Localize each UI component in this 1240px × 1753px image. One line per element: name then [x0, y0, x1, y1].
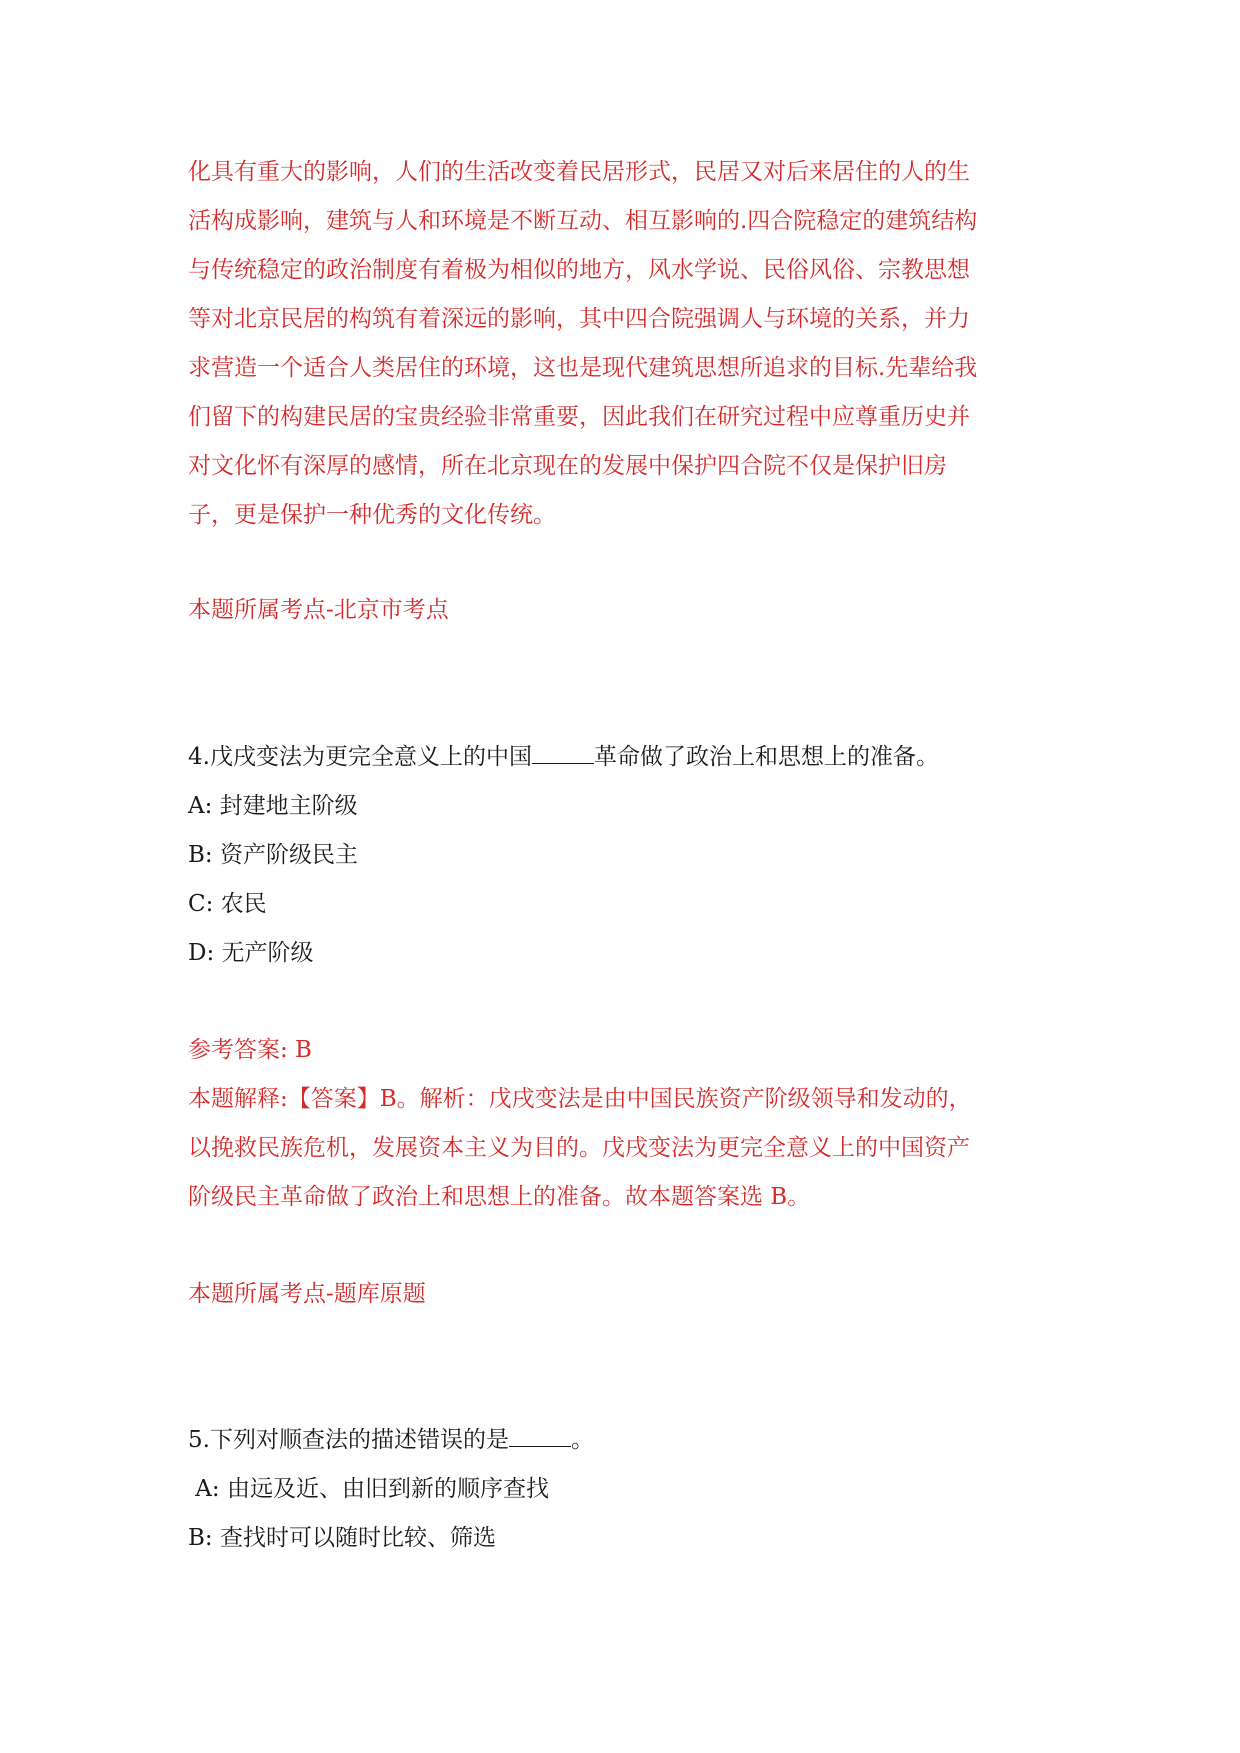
option-a: A: 封建地主阶级 — [188, 793, 358, 819]
option-a: A: 由远及近、由旧到新的顺序查找 — [188, 1476, 549, 1502]
topic-text: 本题所属考点-北京市考点 — [188, 597, 449, 623]
question-stem-after: 革命做了政治上和思想上的准备。 — [593, 744, 939, 770]
question-4 — [188, 733, 1068, 978]
explanation-line: 活构成影响，建筑与人和环境是不断互动、相互影响的.四合院稳定的建筑结构 — [188, 208, 978, 234]
question-stem-before: 4.戊戌变法为更完全意义上的中国 — [188, 744, 532, 770]
option-c: C: 农民 — [188, 891, 267, 917]
answer-blank — [532, 733, 594, 764]
question-5 — [188, 1416, 1068, 1563]
explanation-line: 们留下的构建民居的宝贵经验非常重要，因此我们在研究过程中应尊重历史并 — [188, 404, 970, 430]
explanation-line: 求营造一个适合人类居住的环境，这也是现代建筑思想所追求的目标.先辈给我 — [188, 355, 978, 381]
option-d: D: 无产阶级 — [188, 940, 314, 966]
explanation-line: 本题解释:【答案】B。解析：戊戌变法是由中国民族资产阶级领导和发动的， — [188, 1086, 972, 1112]
explanation-line: 与传统稳定的政治制度有着极为相似的地方，风水学说、民俗风俗、宗教思想 — [188, 257, 970, 283]
topic-label — [188, 586, 1068, 635]
topic-label — [188, 1270, 1068, 1319]
option-b: B: 查找时可以随时比较、筛选 — [188, 1525, 496, 1551]
option-b: B: 资产阶级民主 — [188, 842, 358, 868]
explanation-line: 阶级民主革命做了政治上和思想上的准备。故本题答案选 B。 — [188, 1184, 811, 1210]
topic-text: 本题所属考点-题库原题 — [188, 1281, 426, 1307]
reference-answer: 参考答案: B — [188, 1037, 312, 1063]
explanation-line: 以挽救民族危机，发展资本主义为目的。戊戌变法为更完全意义上的中国资产 — [188, 1135, 970, 1161]
explanation-line: 对文化怀有深厚的感情，所在北京现在的发展中保护四合院不仅是保护旧房 — [188, 453, 947, 479]
question-4-stem — [188, 733, 1068, 782]
question-stem-after: 。 — [570, 1427, 594, 1453]
explanation-line: 等对北京民居的构筑有着深远的影响，其中四合院强调人与环境的关系，并力 — [188, 306, 970, 332]
explanation-line: 子，更是保护一种优秀的文化传统。 — [188, 502, 556, 528]
explanation-line: 化具有重大的影响，人们的生活改变着民居形式，民居又对后来居住的人的生 — [188, 159, 970, 185]
question-stem-before: 5.下列对顺查法的描述错误的是 — [188, 1427, 509, 1453]
answer-blank — [509, 1416, 571, 1447]
question-5-stem — [188, 1416, 1068, 1465]
explanation-continued — [188, 148, 1068, 540]
question-4-answer-section — [188, 1026, 1068, 1222]
